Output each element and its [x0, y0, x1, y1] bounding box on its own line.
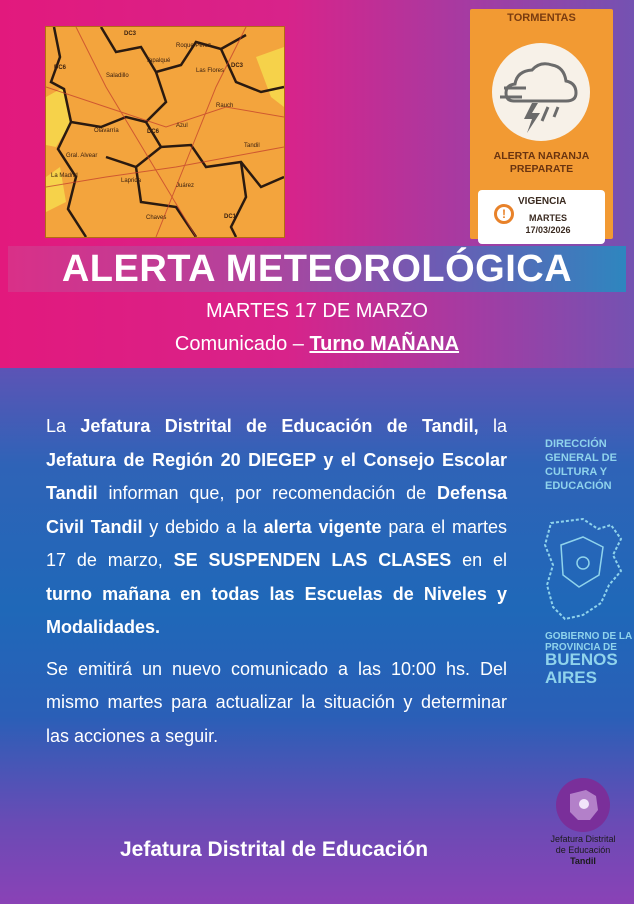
vigencia-day: MARTES	[529, 213, 567, 223]
svg-text:DC6: DC6	[147, 129, 160, 135]
announcement-paragraph-1	[46, 410, 507, 645]
p1-bold-3: Defensa Civil Tandil	[46, 483, 507, 537]
vigencia-box	[478, 190, 605, 244]
buenos-aires-logo	[545, 651, 618, 687]
jde-caption	[536, 834, 630, 867]
svg-text:DC1: DC1	[224, 214, 237, 220]
signature: Jefatura Distrital de Educación	[120, 838, 429, 861]
svg-text:Las Flores: Las Flores	[196, 68, 225, 74]
alert-map	[45, 26, 285, 238]
announcement-paragraph-2: Se emitirá un nuevo comunicado a las 10:00 hs. Del mismo martes para actualizar la situación y determinar las acciones a seguir.	[46, 658, 507, 746]
comunicado-line	[0, 333, 634, 356]
dgce-line-2: GENERAL DE	[545, 452, 617, 464]
svg-text:La Madrid: La Madrid	[51, 173, 78, 179]
p1-bold-2: Jefatura de Región 20 DIEGEP y el Consejo Escolar Tandil	[46, 449, 507, 503]
jde-line-3: Tandil	[570, 856, 596, 866]
p1-text-5: para el martes 17 de marzo,	[46, 516, 507, 570]
svg-text:Juárez: Juárez	[176, 183, 195, 189]
page-title: ALERTA METEOROLÓGICA	[61, 248, 573, 290]
svg-text:Saladillo: Saladillo	[106, 73, 129, 79]
storm-alert-card	[470, 9, 613, 239]
p1-text-6: en el	[451, 550, 507, 570]
alert-level-action: PREPARATE	[509, 163, 574, 175]
dgce-logo	[545, 437, 634, 493]
svg-text:Tandil: Tandil	[244, 143, 260, 149]
turno-label: Turno MAÑANA	[309, 333, 460, 355]
p1-text-1: La	[46, 416, 81, 436]
aires-label: AIRES	[545, 668, 597, 687]
p1-text-2: la	[478, 416, 507, 436]
vigencia-date: 17/03/2026	[525, 225, 571, 235]
buenos-label: BUENOS	[545, 650, 618, 669]
alert-level	[470, 150, 613, 176]
date-line: MARTES 17 DE MARZO	[206, 300, 428, 322]
svg-text:Gral. Alvear: Gral. Alvear	[66, 153, 98, 159]
gob-line-1: GOBIERNO DE LA	[545, 631, 633, 642]
p1-text-4: y debido a la	[142, 516, 264, 537]
svg-text:Laprida: Laprida	[121, 178, 142, 184]
svg-text:DC3: DC3	[124, 31, 137, 37]
svg-text:Olavarría: Olavarría	[94, 128, 119, 134]
svg-text:Azul: Azul	[176, 123, 188, 129]
gob-line-2: PROVINCIA DE	[545, 642, 617, 653]
svg-text:DC3: DC3	[231, 63, 244, 69]
p1-text-3: informan que, por recomendación de	[97, 483, 437, 503]
district-map-graphic	[46, 27, 284, 237]
p1-bold-1: Jefatura Distrital de Educación de Tandil,	[80, 416, 479, 436]
announcement-body	[46, 410, 507, 753]
warning-icon: !	[494, 204, 514, 224]
dgce-line-4: EDUCACIÓN	[545, 480, 612, 492]
svg-text:Roque Pérez: Roque Pérez	[176, 43, 212, 49]
storm-cloud-icon	[492, 43, 590, 141]
jde-emblem-icon	[556, 778, 610, 832]
jde-line-1: Jefatura Distrital	[550, 834, 616, 844]
p1-bold-5: SE SUSPENDEN LAS CLASES	[173, 550, 452, 570]
dgce-line-3: CULTURA Y	[545, 466, 608, 478]
jde-line-2: de Educación	[555, 845, 611, 855]
svg-text:Tapalqué: Tapalqué	[146, 58, 171, 64]
vigencia-title: VIGENCIA	[518, 196, 567, 207]
p1-bold-4: alerta vigente	[263, 516, 382, 537]
alert-card-title: TORMENTAS	[507, 12, 576, 24]
province-map-icon	[543, 515, 625, 625]
alert-level-label: ALERTA NARANJA	[493, 150, 590, 162]
comunicado-prefix: Comunicado –	[174, 333, 310, 355]
p1-bold-6: turno mañana en todas las Escuelas de Niveles y Modalidades.	[46, 583, 507, 637]
dgce-line-1: DIRECCIÓN	[545, 438, 607, 450]
svg-text:DC6: DC6	[54, 65, 67, 71]
svg-text:Rauch: Rauch	[216, 103, 234, 109]
svg-text:Chaves: Chaves	[146, 215, 167, 221]
